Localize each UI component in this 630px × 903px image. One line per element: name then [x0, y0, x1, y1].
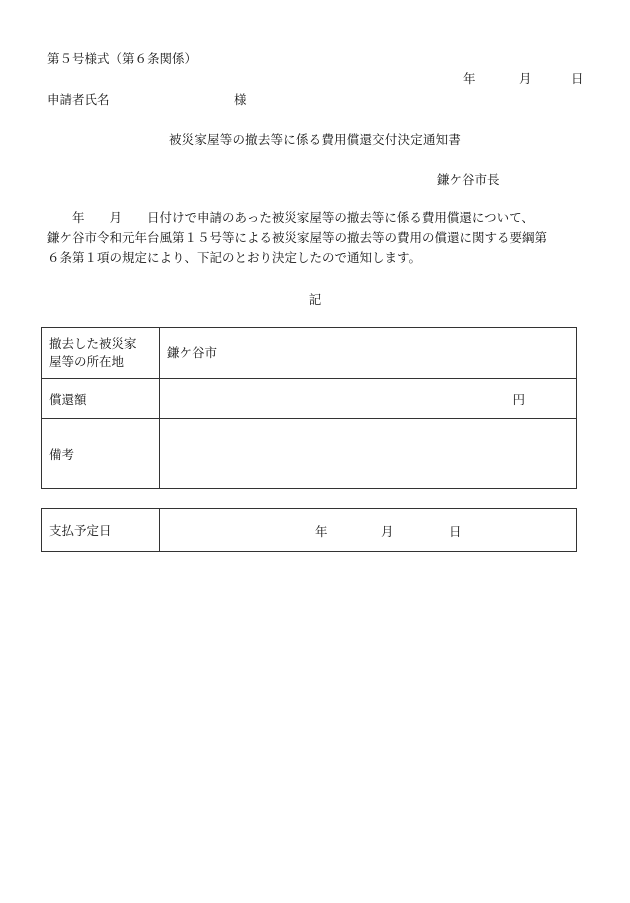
- location-label-line-1: 撤去した被災家: [49, 336, 137, 351]
- date-day-label: 日: [571, 71, 584, 86]
- date-month-label: 月: [519, 71, 532, 86]
- issuer-name: 鎌ケ谷市長: [437, 172, 500, 187]
- decision-table: [41, 327, 577, 489]
- location-label: [42, 328, 160, 379]
- table-row-amount: [42, 379, 577, 419]
- body-line-2: 鎌ケ谷市令和元年台風第１５号等による被災家屋等の撤去等の費用の償還に関する要綱第: [47, 230, 548, 245]
- amount-value-cell: [160, 379, 577, 419]
- applicant-name-label: 申請者氏名: [47, 92, 110, 107]
- applicant-honorific: 様: [234, 92, 247, 107]
- form-number: 第５号様式（第６条関係）: [47, 51, 198, 66]
- payment-label: 支払予定日: [42, 509, 160, 552]
- payment-date: [167, 509, 569, 551]
- location-value: 鎌ケ谷市: [160, 328, 577, 379]
- location-label-line-2: 屋等の所在地: [49, 354, 125, 369]
- payment-date-cell: [160, 509, 577, 552]
- amount-unit: 円: [512, 391, 525, 407]
- payment-day-label: 日: [449, 524, 462, 539]
- notice-body: [47, 208, 592, 268]
- document-title: 被災家屋等の撤去等に係る費用償還交付決定通知書: [168, 132, 462, 147]
- remarks-value: [160, 419, 577, 489]
- table-row-payment: [42, 509, 577, 552]
- body-line-3: ６条第１項の規定により、下記のとおり決定したので通知します。: [47, 250, 422, 265]
- remarks-label: 備考: [42, 419, 160, 489]
- payment-month-label: 月: [381, 524, 394, 539]
- table-row-remarks: [42, 419, 577, 489]
- table-row-location: [42, 328, 577, 379]
- ki-heading: 記: [308, 292, 322, 307]
- payment-table: [41, 508, 577, 552]
- payment-year-label: 年: [315, 524, 328, 539]
- date-year-label: 年: [463, 71, 476, 86]
- body-line-1: 年 月 日付けで申請のあった被災家屋等の撤去等に係る費用償還について、: [47, 210, 534, 225]
- amount-label: 償還額: [42, 379, 160, 419]
